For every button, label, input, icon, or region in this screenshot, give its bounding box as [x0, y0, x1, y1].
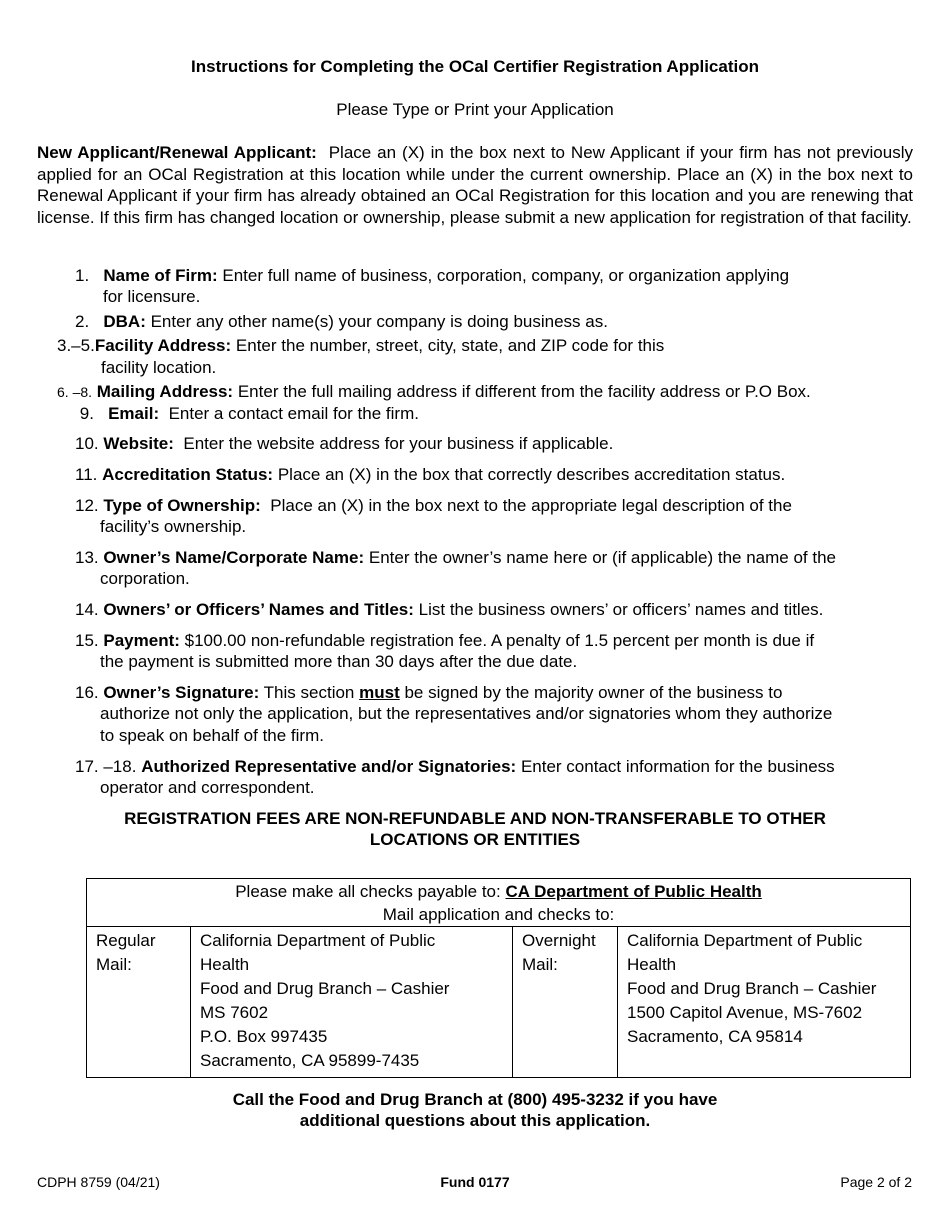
- item-text: Enter full name of business, corporation, company, or organization applying: [222, 266, 790, 285]
- fee-warning-line1: REGISTRATION FEES ARE NON-REFUNDABLE AND NON-TRANSFERABLE TO OTHER: [124, 809, 826, 828]
- list-item: [75, 311, 608, 332]
- address-line: California Department of Public: [627, 931, 863, 950]
- table-row: [87, 927, 911, 1078]
- item-number: 2.: [75, 312, 90, 331]
- item-text: Place an (X) in the box that correctly describes accreditation status.: [277, 465, 786, 484]
- item-number: 16.: [75, 683, 99, 702]
- regular-mail-address: [191, 927, 513, 1078]
- item-text: Enter contact information for the business: [520, 757, 835, 776]
- list-item: [75, 599, 823, 620]
- emphasis-must: must: [359, 683, 400, 702]
- item-label: Owner’s Name/Corporate Name:: [103, 548, 365, 567]
- regular-mail-label: [87, 927, 191, 1078]
- item-label: Authorized Representative and/or Signatories:: [141, 757, 517, 776]
- item-continuation: corporation.: [100, 569, 190, 588]
- list-item: [75, 682, 782, 703]
- item-label: Name of Firm:: [103, 266, 218, 285]
- item-text: Enter a contact email for the firm.: [168, 404, 419, 423]
- item-number: 13.: [75, 548, 99, 567]
- overnight-mail-address: [618, 927, 911, 1078]
- list-item: [57, 381, 811, 403]
- payable-prefix: Please make all checks payable to:: [235, 882, 501, 901]
- list-item: [75, 265, 789, 286]
- item-text: $100.00 non-refundable registration fee. A penalty of 1.5 percent per month is due if: [184, 631, 815, 650]
- item-continuation: for licensure.: [103, 287, 201, 306]
- list-item: [57, 335, 664, 356]
- item-label: Owner’s Signature:: [103, 683, 260, 702]
- list-item: [75, 403, 419, 424]
- list-item: [75, 433, 613, 454]
- address-line: California Department of Public: [200, 931, 436, 950]
- item-number: 1.: [75, 266, 90, 285]
- footer-page-number: Page 2 of 2: [840, 1174, 912, 1190]
- item-continuation: facility’s ownership.: [100, 517, 247, 536]
- item-continuation: the payment is submitted more than 30 days after the due date.: [100, 652, 578, 671]
- regular-label-line2: Mail:: [96, 955, 132, 974]
- payable-to: CA Department of Public Health: [505, 882, 762, 901]
- item-label: Payment:: [103, 631, 180, 650]
- item-continuation: to speak on behalf of the firm.: [100, 726, 324, 745]
- item-number: 9.: [79, 404, 94, 423]
- item-text: Enter the full mailing address if different from the facility address or P.O Box.: [237, 382, 811, 401]
- item-text: Enter the number, street, city, state, and ZIP code for this: [235, 336, 665, 355]
- item-label: Type of Ownership:: [103, 496, 261, 515]
- item-number: 17. –18.: [75, 757, 137, 776]
- list-item: [75, 495, 792, 516]
- list-item: [75, 756, 835, 777]
- fee-warning-line2: LOCATIONS OR ENTITIES: [369, 830, 581, 849]
- item-number: 11.: [75, 465, 98, 484]
- page-subtitle: Please Type or Print your Application: [336, 100, 614, 119]
- item-number: 10.: [75, 434, 99, 453]
- item-label: Owners’ or Officers’ Names and Titles:: [103, 600, 414, 619]
- contact-line2: additional questions about this application.: [299, 1111, 651, 1130]
- footer-fund: Fund 0177: [440, 1174, 510, 1190]
- list-item: [75, 464, 785, 485]
- item-label: DBA:: [103, 312, 146, 331]
- item-text: List the business owners’ or officers’ names and titles.: [418, 600, 824, 619]
- address-line: Health: [200, 955, 250, 974]
- table-header-cell: [87, 879, 911, 927]
- list-item: [75, 630, 814, 651]
- intro-text: Place an (X) in the box next to New Applicant if your firm has not previously applied for an OCal Registration at this location while under the current ownership. Place an (X) in the box next to Renewal Applicant if your firm has already obtained an OCal Registration for this location and you are renewing that license. If this firm has changed location or ownership, please submit a new application for registration of that facility.: [37, 143, 913, 227]
- item-label: Email:: [108, 404, 160, 423]
- page-title: Instructions for Completing the OCal Certifier Registration Application: [191, 57, 759, 76]
- item-label: Accreditation Status:: [102, 465, 274, 484]
- item-number: 3.–5.: [57, 336, 95, 355]
- mailing-table: [86, 878, 911, 1078]
- item-number: 15.: [75, 631, 99, 650]
- overnight-label-line1: Overnight: [522, 931, 596, 950]
- item-text: be signed by the majority owner of the business to: [404, 683, 783, 702]
- item-number: 12.: [75, 496, 99, 515]
- item-number: 6. –8.: [57, 384, 93, 400]
- item-label: Facility Address:: [94, 336, 232, 355]
- item-label: Mailing Address:: [96, 382, 234, 401]
- contact-line1: Call the Food and Drug Branch at (800) 495-3232 if you have: [232, 1090, 718, 1109]
- item-label: Website:: [103, 434, 174, 453]
- intro-label: New Applicant/Renewal Applicant:: [37, 143, 317, 162]
- overnight-label-line2: Mail:: [522, 955, 558, 974]
- item-text: Enter any other name(s) your company is doing business as.: [150, 312, 608, 331]
- address-line: Food and Drug Branch – Cashier: [627, 979, 877, 998]
- item-continuation: facility location.: [101, 358, 217, 377]
- address-line: P.O. Box 997435: [200, 1027, 328, 1046]
- payable-line: [96, 880, 901, 903]
- item-continuation: operator and correspondent.: [100, 778, 315, 797]
- address-line: Food and Drug Branch – Cashier: [200, 979, 450, 998]
- item-continuation: authorize not only the application, but the representatives and/or signatories whom they authorize: [100, 704, 833, 723]
- fee-warning: [0, 808, 950, 850]
- address-line: Sacramento, CA 95814: [627, 1027, 803, 1046]
- overnight-mail-label: [513, 927, 618, 1078]
- item-text: Enter the website address for your business if applicable.: [183, 434, 614, 453]
- item-text: This section: [263, 683, 355, 702]
- item-text: Enter the owner’s name here or (if applicable) the name of the: [368, 548, 836, 567]
- item-text: Place an (X) in the box next to the appropriate legal description of the: [270, 496, 792, 515]
- address-line: 1500 Capitol Avenue, MS-7602: [627, 1003, 863, 1022]
- mail-to-line: Mail application and checks to:: [382, 905, 615, 924]
- table-header-row: [87, 879, 911, 927]
- list-item: [75, 547, 836, 568]
- footer-form-id: CDPH 8759 (04/21): [37, 1174, 160, 1190]
- contact-note: [0, 1089, 950, 1131]
- address-line: Health: [627, 955, 677, 974]
- item-number: 14.: [75, 600, 99, 619]
- address-line: Sacramento, CA 95899-7435: [200, 1051, 420, 1070]
- intro-paragraph: [37, 142, 913, 228]
- address-line: MS 7602: [200, 1003, 269, 1022]
- regular-label-line1: Regular: [96, 931, 156, 950]
